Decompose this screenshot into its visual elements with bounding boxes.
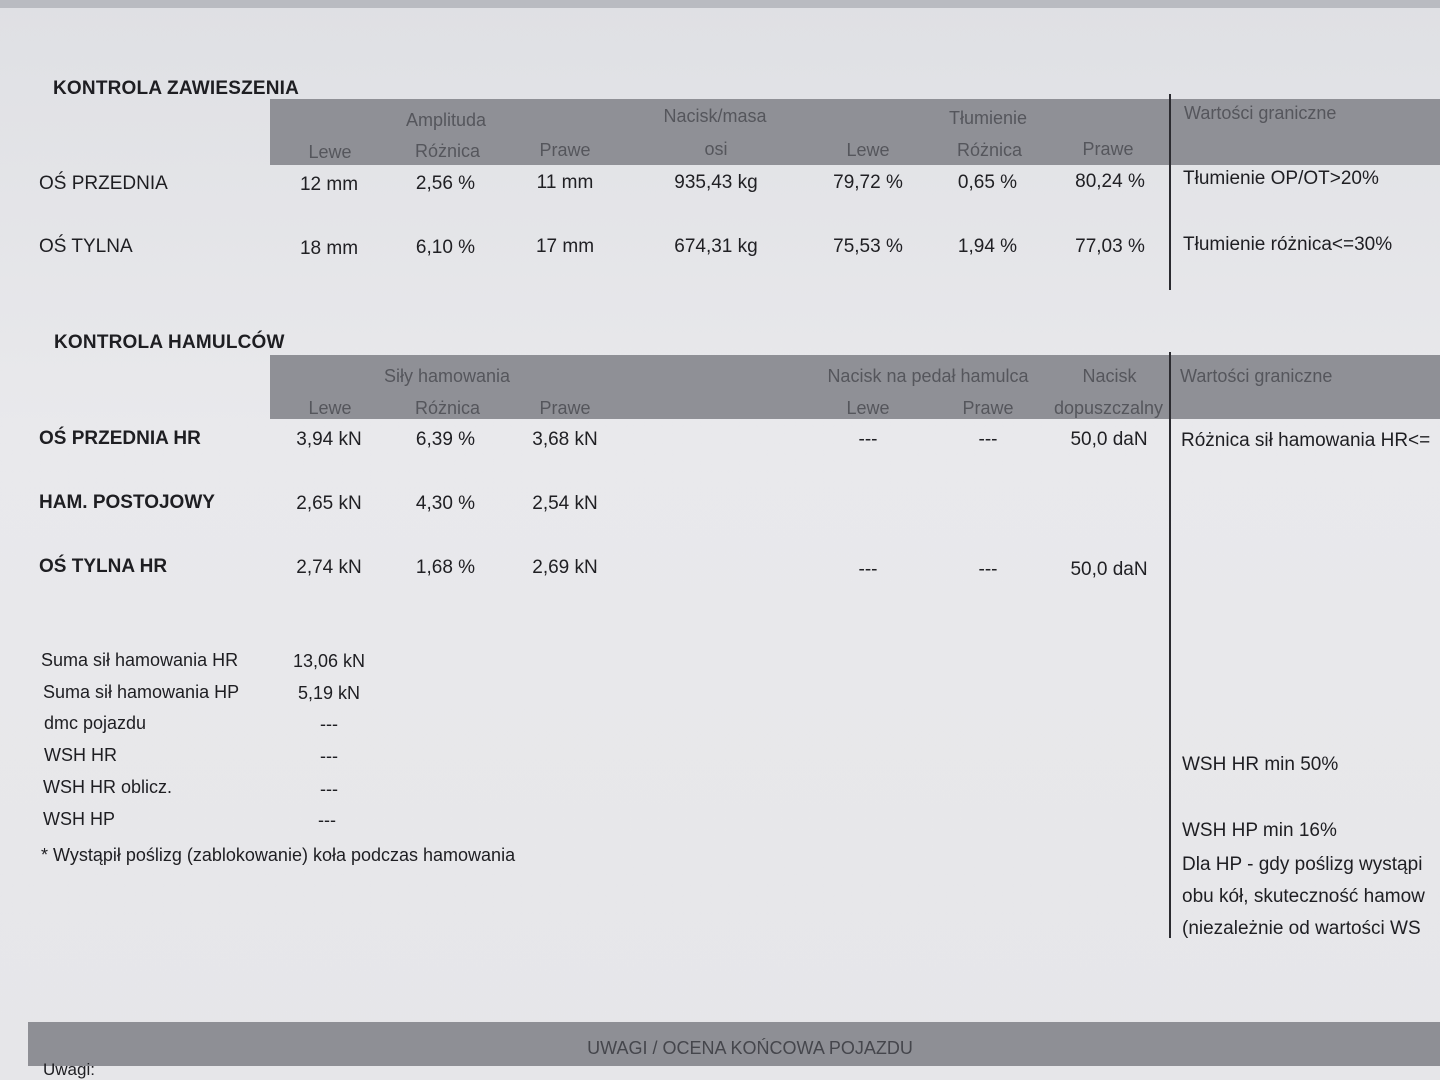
header-braking-forces: Siły hamowania [383,366,511,386]
amp-right-value: 11 mm [536,172,594,193]
damp-left-value: 75,53 % [833,236,903,257]
summary-label: WSH HP [43,809,115,829]
pedal-left-value: --- [858,559,878,580]
header-damp-left: Lewe [846,140,890,160]
header-pedal-right: Prawe [962,398,1014,418]
suspension-row-label: OŚ TYLNA [39,236,133,257]
brake-right-value: 3,68 kN [532,429,598,450]
header-amplitude: Amplituda [405,110,487,130]
brake-left-value: 3,94 kN [296,429,362,450]
allowed-pressure-value: 50,0 daN [1070,559,1148,580]
paper-top-edge [0,0,1440,8]
header-amp-left: Lewe [308,142,352,162]
brakes-section-title: KONTROLA HAMULCÓW [54,332,285,353]
header-force-left: Lewe [308,398,352,418]
summary-value: 13,06 kN [292,651,366,671]
summary-value: --- [320,779,338,799]
header-allowed-sub: dopuszczalny [1053,398,1164,418]
damp-diff-value: 0,65 % [957,172,1018,193]
summary-value: --- [318,810,336,830]
summary-label: Suma sił hamowania HP [43,682,240,702]
summary-value: 5,19 kN [297,683,361,703]
pedal-left-value: --- [858,429,878,450]
remarks-label: Uwagi: [43,1060,95,1079]
wsh-hp-limit: WSH HP min 16% [1182,820,1337,841]
skid-footnote: * Wystąpił poślizg (zablokowanie) koła podczas hamowania [41,845,516,865]
allowed-pressure-value: 50,0 daN [1070,429,1148,450]
brake-diff-value: 6,39 % [415,429,476,450]
pedal-right-value: --- [978,429,998,450]
wsh-hr-limit: WSH HR min 50% [1182,754,1339,775]
header-damping: Tłumienie [948,108,1028,128]
axle-load-value: 935,43 kg [674,172,758,193]
header-limit-values: Wartości graniczne [1184,103,1337,123]
suspension-limit-text: Tłumienie OP/OT>20% [1183,168,1379,189]
brake-left-value: 2,65 kN [296,493,362,514]
summary-label: Suma sił hamowania HR [41,650,239,670]
hp-skid-note-line2: obu kół, skuteczność hamow [1182,886,1425,907]
hp-skid-note-line3: (niezależnie od wartości WS [1182,918,1421,939]
amp-left-value: 12 mm [299,174,359,195]
brake-limit-text: Różnica sił hamowania HR<= [1181,430,1431,451]
amp-diff-value: 6,10 % [415,237,476,258]
brake-diff-value: 4,30 % [415,493,476,514]
suspension-divider [1169,94,1171,290]
damp-right-value: 77,03 % [1075,236,1145,257]
brake-right-value: 2,54 kN [532,493,598,514]
header-limit-values: Wartości graniczne [1180,366,1333,386]
summary-label: WSH HR [44,745,117,765]
header-allowed-pressure: Nacisk [1082,366,1137,386]
amp-right-value: 17 mm [535,236,595,257]
brake-left-value: 2,74 kN [296,557,362,578]
header-pedal-left: Lewe [846,398,890,418]
header-damp-right: Prawe [1082,139,1134,159]
damp-right-value: 80,24 % [1075,171,1145,192]
suspension-row-label: OŚ PRZEDNIA [39,173,168,194]
brake-row-label: OŚ PRZEDNIA HR [39,428,201,449]
pedal-right-value: --- [978,559,998,580]
header-pedal-pressure: Nacisk na pedał hamulca [827,366,1029,386]
brake-right-value: 2,69 kN [532,557,598,578]
summary-value: --- [320,746,338,766]
summary-value: --- [320,714,338,734]
header-amp-diff: Różnica [414,141,481,161]
brake-diff-value: 1,68 % [415,557,476,578]
brakes-divider [1169,352,1171,938]
brake-row-label: HAM. POSTOJOWY [39,492,215,513]
header-force-right: Prawe [539,398,591,418]
amp-diff-value: 2,56 % [415,173,476,194]
summary-label: WSH HR oblicz. [43,777,173,797]
suspension-limit-text: Tłumienie różnica<=30% [1183,234,1393,255]
damp-left-value: 79,72 % [833,172,903,193]
axle-load-value: 674,31 kg [674,236,758,257]
damp-diff-value: 1,94 % [957,236,1018,257]
header-damp-diff: Różnica [956,140,1023,160]
final-assessment-title: UWAGI / OCENA KOŃCOWA POJAZDU [587,1038,913,1058]
header-amp-right: Prawe [539,140,591,160]
header-force-diff: Różnica [414,398,481,418]
brake-row-label: OŚ TYLNA HR [39,556,168,577]
summary-label: dmc pojazdu [44,713,147,733]
amp-left-value: 18 mm [299,238,359,259]
header-axle-load-sub: osi [704,139,728,159]
suspension-section-title: KONTROLA ZAWIESZENIA [53,78,300,99]
header-axle-load: Nacisk/masa [663,106,767,126]
hp-skid-note-line1: Dla HP - gdy poślizg wystąpi [1182,854,1423,875]
